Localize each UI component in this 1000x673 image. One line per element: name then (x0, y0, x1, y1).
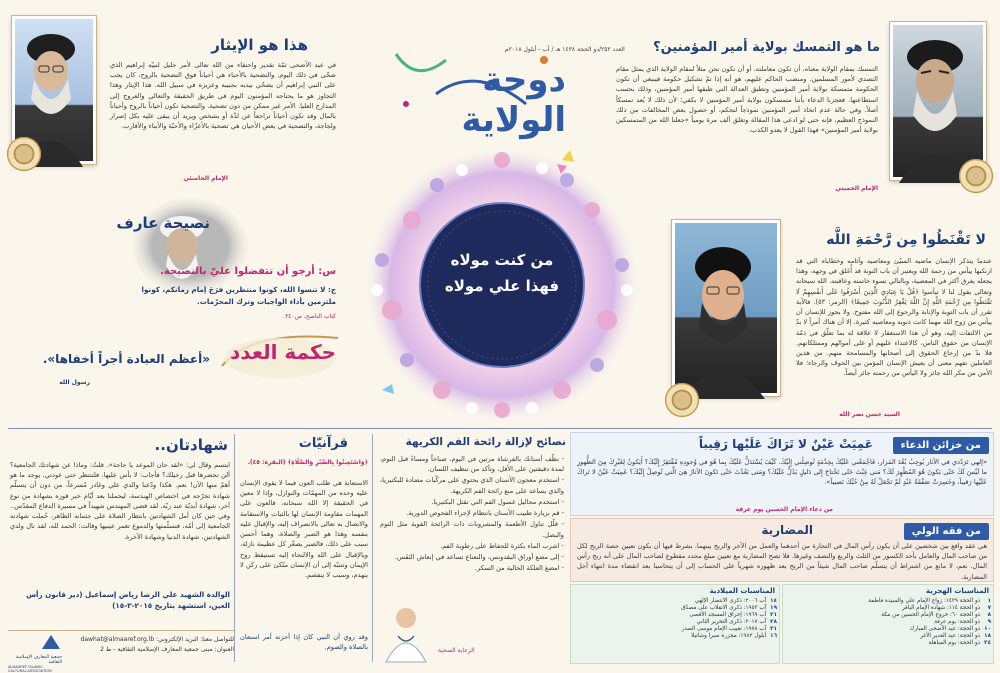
issue-info: العدد ٢٥٢/ذو الحجة ١٤٣٨ هـ / آب - أيلول ٢٠١٨م (505, 46, 625, 53)
list-item: - امضغ العلكة الخالية من السكر. (474, 564, 564, 573)
naseeha-source: كتاب الناصح، ص٣٤٠. (283, 313, 336, 320)
table-row (783, 618, 993, 625)
ornament (956, 156, 996, 196)
kharaen-section (570, 432, 994, 516)
list-item: - نظّف أسنانك بالفرشاة مرتين في اليوم، صباحاً ومساءً قبل النوم، لمدة دقيقتين على الأقل، وتأكد من تنظيف اللسان. (380, 455, 564, 474)
calendar-day: ٢١ (770, 611, 777, 618)
list-item: - قم بزيارة طبيب الأسنان بانتظام لإجراء الفحوص الدورية. (406, 509, 564, 518)
quraniyat-title: قرآنيّات (298, 436, 348, 451)
footer (8, 630, 234, 673)
calendar-day: ١ (987, 597, 991, 604)
ithar-section (8, 6, 338, 196)
nasaih-section (376, 432, 566, 664)
calendar-event: ذو الحجة: عيد الأضحى المبارك (909, 625, 981, 632)
table-row (571, 597, 779, 604)
logo (376, 34, 566, 140)
quraniyat-body: الاستعانة هي طلب العون فيما لا يقوى الإنسان عليه وحده من المهمّات والنوازل، وإذا لا معين في الحقيقة إلا الله سبحانه، فالعون على المهمات مقاومة الإنسان لها بالثبات والاستقامة والاتصال به تعالى بالانصراف إليه، والإقبال عليه بنفسه وهذا هو الصبر والصلاة، وهما أحسن سبب على ذلك، فالصبر يصغّر كل عظيمة نازلة، وبالإقبال على الله والالتجاء إليه تستيقظ روح الإيمان وتتنبّه إلى أن الإنسان متّكئ على ركن لا ينهدم، وسبب لا ينفصم. (240, 479, 368, 579)
center-floral-art (352, 140, 652, 430)
scholar-portrait (130, 196, 250, 296)
brand-en: ALMAAREF ISLAMIC CULTURAL ASSOCIATION (8, 665, 52, 673)
ithar-body: في عيد الأضحى ثمّة تقدير واحتفاء من الله تعالى لأمر جليل لنبيّه إبراهيم الذي ضحّى في ذلك اليوم. والتضحية بالأحباء هي أحياناً فوق التضحية بالروح، كان يجب على النبي إبراهيم أن يضحّي بيديه بحبيبه وعزيزه في سبيل الله. هذا الإيثار وهذا التجاوز هو ما يحتاجه المؤمنون اليوم في طريق الحقيقة والتعالي والعروج إلى المدارج العليا. الأمر غير ممكن من دون تضحية. والتضحية تكون أحياناً بالروح وأحياناً بالمال وقد تكون أحياناً تراجعاً عن لذّة أو بشخص ويريد أن يبقى عليه بكل إصرار ولجاجة، والتضحية في بعض الأحيان هي تضحية بالأعزّاء والأحبّة والأبناء والأقارب. (110, 61, 336, 131)
calendar-event: آب ١٩٥٣: ذكرى الانقلاب على مصدّق (681, 604, 767, 611)
calendar-event: آب ٢٠٠٦: ذكرى الانتصار الإلهي (694, 597, 767, 604)
calendar-day: ١٦ (770, 632, 777, 639)
shahadatan-body: ابتسم وقال لي: «لقد حان الموعد يا حاجة». قلتُ: وماذا عن شهادتك الجامعية؟ ألن تحضرها قبل رحيلك؟ فأجاب: لا بأس عليها. فلتنتظر حتى عودتي. يوجد ما هو أهمّ منها الآن! نعم. هكذا ودّعنا والدي علي وغادر مُسرعاً، من دون أن يتسلّم شهادة تخرّجه في اختصاص الهندسة، ليحملنا بعد أيّام خبر فوزه بشهادة من نوع آخر، شهادة أبديّة عند ربّه. لقد قضى المهندس شهيداً في مسيرة الدفاع المقدّس.. وفي حين كان أمل الشهادتين بانتظار الصلاة على جثمانه الطاهر، حُملت شهادته الجامعية إلى أمّه، فتسلّمتها والدموع تغمر عينيها وقالت: الحمد لله، لقد نال ولدي الشهادتين، شهادة الدنيا وشهادة الآخرة. (10, 461, 230, 541)
table-row (783, 639, 993, 646)
calendar-day: ٢٤ (984, 639, 991, 646)
la-taqnatu-section (662, 200, 996, 426)
kharaen-source: من دعاء الإمام الحسين يوم عرفة (735, 506, 833, 513)
fiqh-section (570, 518, 994, 582)
divider (372, 434, 373, 662)
center-calligraphy: من كنت مولاه فهذا علي مولاه (444, 251, 560, 295)
miladi-block (570, 584, 780, 664)
calendar-day: ١٨ (984, 632, 991, 639)
calendar-event: ذو الحجة ١٤٣٩: زواج الإمام علي والسيدة فاطمة (868, 597, 981, 604)
table-row (571, 604, 779, 611)
calendar-event: ذو الحجة ١١٤: شهادة الإمام الباقر (901, 604, 981, 611)
fiqh-title: المضاربة (761, 523, 813, 537)
ornament (4, 134, 44, 174)
shahadatan-signature: الوالدة الشهيد علي الرضا رياض إسماعيل (دير قانون رأس العين، استشهد بتاريخ ٢٠١٥-٣-١٥) (26, 590, 230, 610)
ithar-title: هذا هو الإيثار (211, 36, 308, 54)
fiqh-bar: من فقه الولي (904, 523, 989, 540)
calendar-event: آب ٢٠١٧: ذكرى التحرير الثاني (696, 618, 767, 625)
kharaen-body: «إلهي تَرَدّدي في الآثار يُوجِبُ بُعْدَ المَزار، فَاجْمَعْني عَلَيْكَ بِخِدْمَةٍ تُوصِلُني إِلَيْكَ. كَيْفَ يُسْتَدَلُّ عَلَيْكَ بِما هُوَ في وُجودِهِ مُفْتَقِرٌ إِلَيْكَ؟ أَيَكونُ لِغَيْرِكَ مِنَ الظُّهورِ ما لَيْسَ لَكَ حَتّى يَكونَ هُوَ المُظْهِرَ لَكَ؟ مَتى غِبْتَ حَتّى تَحْتاجَ إِلى دَليلٍ يَدُلُّ عَلَيْكَ؟ وَمَتى بَعُدْتَ حَتّى تَكونَ الآثارُ هِيَ الَّتي تُوصِلُ إِلَيْكَ؟ عَمِيَتْ عَيْنٌ لا تَراكَ عَلَيْها رَقيباً، وَخَسِرَتْ صَفْقَةُ عَبْدٍ لَمْ تَجْعَلْ لَهُ مِنْ حُبِّكَ نَصيباً». (577, 458, 987, 487)
nasaih-caption: الرعاية الصحية (438, 647, 475, 654)
la-taqnatu-signature: السيد حسن نصر الله (839, 411, 900, 418)
naseeha-title: نصيحة عارف (116, 214, 210, 232)
tamassuk-title: ما هو التمسك بولاية أمير المؤمنين؟ (653, 40, 880, 55)
table-row (783, 632, 993, 639)
table-row (783, 604, 993, 611)
calendar-event: أيلول ١٩٨٢: مجزرة صبرا وشاتيلا (691, 632, 767, 639)
nasaih-title: نصائح لإزالة رائحة الفم الكريهة (405, 436, 566, 448)
quraniyat-section (238, 432, 370, 664)
logo-text: دوحة الولاية (461, 60, 566, 140)
la-taqnatu-body: عندما يتذكر الإنسان ماضيه السيّئ ومعاصيه وآثامه وخطاياه التي قد ارتكبها ييأس من رحمة الله ويعتبر أن باب التوبة قد أُغلق في وجهه، وهذا يجعله يغرق أكثر في المعصية، وبالتالي تسوء خاتمته وعاقبته. الله سبحانه وتعالى يقول لنا لا تيأسوا ﴿قُلْ يَا عِبَادِيَ الَّذِينَ أَسْرَفُوا عَلَى أَنفُسِهِمْ لَا تَقْنَطُوا مِن رَّحْمَةِ اللَّهِ إِنَّ اللَّهَ يَغْفِرُ الذُّنُوبَ جَمِيعًا﴾ (الزمر: ٥٣). فالآية تقرر أن باب التوبة والإنابة والرجوع إلى الله مفتوح. ولا يجوز للإنسان أن ييأس من رَوح الله مهما كانت ذنوبه ومعاصيه كثيرة. إلا أن هناك أمراً لا بدّ من الالتفات إليه، وهو أن هذا الاستغفار لا علاقة له بما تعلّق في ذمّة الإنسان من حقوق الناس، كالاعتداء عليهم أو على أموالهم وممتلكاتهم. فلا بدّ من إرجاع الحقوق إلى أصحابها والمسامحة منهم. من هذين العاملين نفهم معنى أن يعيش الإنسان المؤمن بين الخوف والرجاء؛ فلا الأمن من مكر الله جائز ولا اليأس من رحمته جائز أيضاً. (796, 257, 992, 378)
divider (8, 428, 992, 429)
nasrallah-portrait (672, 220, 780, 396)
tamassuk-body: التمسك بمقام الولاية معناه، أن تكون معاملته. أو أن نكون نحن مثلاً لمقام الولاية الذي يمثل مقام التصدي لأمور المسلمين. ومنصب الحاكم عليهم، هو أنه إذا تمّ تشكيل حكومة فينبغي أن تكون الحكومة متمسكة بولاية أمير المؤمنين وتطبق العدالة التي طبقها أمير المؤمنين، وذلك بحسب استطاعتها. فعجزنا الدعاء بأننا متمسكون بولاية أمير المؤمنين لا يكفي؛ لأن ذلك لا يُعد تمسكاً أصلاً. وفي حالة عدم اتخاذ أمير المؤمنين نموذجاً لتحكم، أو حصول بعض المخالفات من ذلك النموذج العظيم، فإنه حتى لو ادعى هذا المقالة وتغلق ألف مرة يومياً «جعلنا الله من المتمسكين بولاية أمير المؤمنين» فهذا القول لا يعدو الكذب. (616, 65, 878, 135)
quraniyat-verse: ﴿وَاسْتَعِينُوا بِالصَّبْرِ وَالصَّلَاةِ﴾ (البقرة: ٤٥). (247, 459, 368, 466)
calendar-event: آب ١٩٧٨: تغييب الإمام موسى الصدر (681, 625, 767, 632)
miladi-title: المناسبات الميلادية (709, 587, 775, 595)
association-logo (8, 633, 62, 673)
doctor-illustration (376, 602, 436, 662)
calendar-event: ذو الحجة ٦٠: خروج الإمام الحسين من مكة (881, 611, 981, 618)
naseeha-answer: ج: لا تنسوا الله، كونوا منتظرين فرَجَ إمام زمانكم، كونوا ملتزمين بأداء الواجبات وترك المحرّمات. (141, 285, 336, 306)
miladi-table (571, 597, 779, 639)
calendar-event: ذو الحجة: يوم المباهلة (928, 639, 981, 646)
list-item: - استخدم محاليل غسول الفم التي تقتل البكتيريا. (431, 497, 564, 506)
la-taqnatu-title: لا تَقْنَطُوا مِن رَّحْمَةِ اللَّه (826, 232, 986, 248)
list-item: - استخدم معجون الأسنان الذي يحتوي على مركّبات مضادة للبكتيريا، والذي يساعد على منع رائحة الفم الكريهة. (380, 476, 564, 495)
calendar-event: ذو الحجة: عيد الغدير الأغر (920, 632, 981, 639)
calendar-day: ٧ (987, 604, 991, 611)
naseeha-question: س: أرجو أن تتفضلوا عليّ بالنصيحة. (160, 266, 336, 277)
calendar-section (570, 584, 994, 664)
nasaih-list (380, 454, 564, 574)
calendar-event: آب ١٩٦٩: إحراق المسجد الأقصى (689, 611, 767, 618)
table-row (571, 618, 779, 625)
calendar-day: ١٩ (770, 604, 777, 611)
tamassuk-signature: الإمام الخميني (835, 185, 878, 192)
tamassuk-section (612, 6, 996, 200)
shahadatan-title: شهادتان.. (154, 436, 228, 454)
hikma-source: رسول الله (59, 379, 90, 386)
hikma-logo-text: حكمة العدد (230, 340, 337, 364)
hikma-quote: «أعظم العبادة أجراً أخفاها». (42, 352, 210, 366)
list-item: - قلّل تناول الأطعمة والمشروبات ذات الرائحة القوية مثل الثوم والبصل. (380, 520, 564, 539)
calendar-day: ٩ (987, 618, 991, 625)
calendar-event: ذو الحجة: يوم عرفة (934, 618, 981, 625)
hijri-title: المناسبات الهجرية (926, 587, 989, 595)
calendar-day: ٢٨ (770, 618, 777, 625)
table-row (783, 625, 993, 632)
ornament (662, 380, 702, 420)
calendar-day: ١٠ (984, 625, 991, 632)
calendar-day: ٨ (987, 611, 991, 618)
list-item: - إلى مضغ أوراق البقدونس، والنعناع تساعد في إنعاش النَفَس. (394, 552, 564, 561)
table-row (783, 611, 993, 618)
table-row (571, 632, 779, 639)
hijri-table (783, 597, 993, 646)
list-item: - اشرب الماء بكثرة للحفاظ على رطوبة الفم. (440, 541, 564, 550)
brand-name: جمعية المعارف الإسلامية الثقافية (15, 655, 62, 665)
hijri-block (782, 584, 994, 664)
footer-address: العنوان: مبنى جمعية المعارف الإسلامية الثقافية - ط 2 (100, 646, 234, 653)
naseeha-section (10, 196, 340, 330)
table-row (783, 597, 993, 604)
kharaen-bar: من خزائن الدعاء (893, 437, 989, 454)
ithar-signature: الإمام الخامنئي (183, 175, 228, 182)
table-row (571, 625, 779, 632)
footer-contact: للتواصل معنا: البريد الإلكتروني: dawhat@almaaref.org.lb (80, 636, 234, 643)
kharaen-title: عَمِيَتْ عَيْنٌ لا تَرَاكَ عَلَيْها رَقِيباً (698, 437, 873, 451)
quraniyat-hadith: وقد روي أن النبي كان إذا أحزنه أمر استعان بالصلاة والصوم. (240, 633, 368, 652)
hikma-logo (220, 328, 340, 384)
divider (234, 434, 235, 662)
table-row (571, 611, 779, 618)
shahadatan-section (8, 432, 232, 628)
fiqh-body: هي عقد واقع بين شخصين على أن يكون رأس المال في التجارة من أحدهما والعمل من الآخر والربح بينهما. بشرط فيها أن يكون تعيين حصة الربح لكل من صاحب المال والعامل بأحد الكسور من الثلث والربع والنصف وغيرها. فلا تصح المضاربة مع تعيين مبلغ محدد مقطوع لصاحب المال على أنه ربح رأس المال. نعم، لا مانع من اشتراط أن يتسلّم صاحب المال شيئاً من الربح بعد ظهوره شهرياً على الحساب إلى أن يتحاسبا بعد انقضاء مدة انتهاء أجل المضاربة. (577, 542, 987, 581)
calendar-day: ٣١ (770, 625, 777, 632)
hikma-section (10, 328, 340, 408)
calendar-day: ١٤ (770, 597, 777, 604)
